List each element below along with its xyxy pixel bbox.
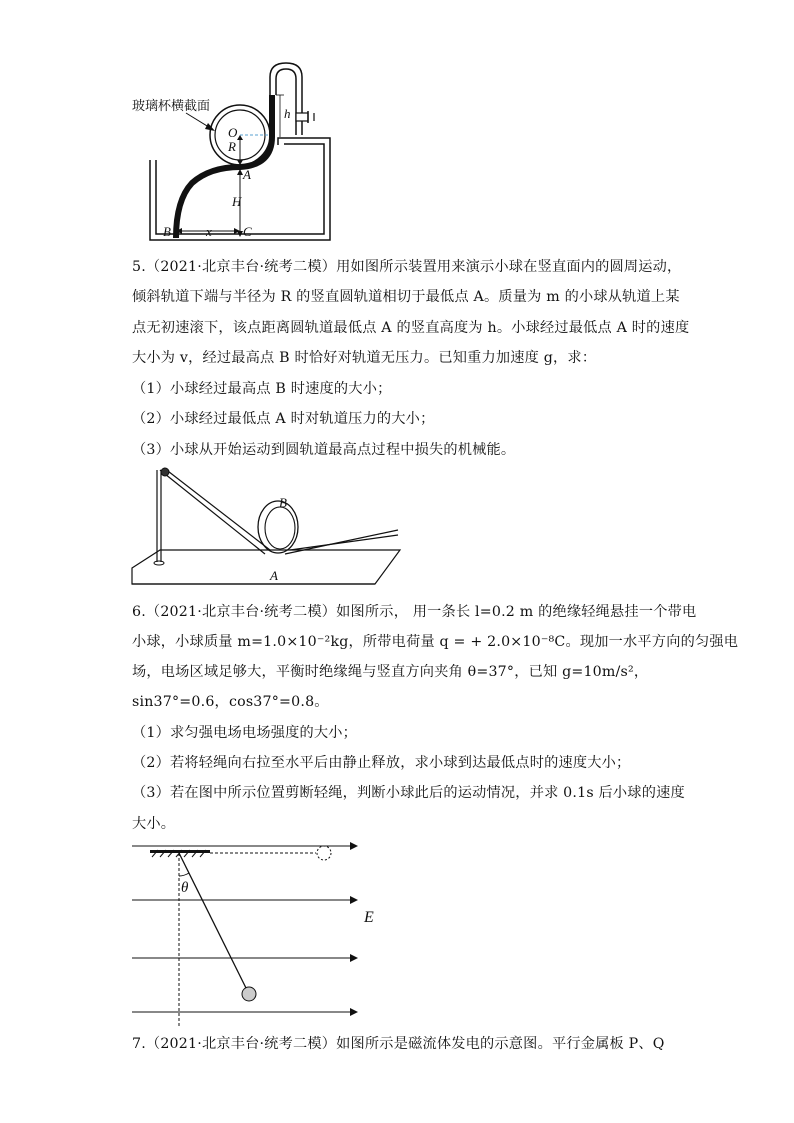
q6-line-2: 小球，小球质量 m=1.0×10⁻²kg，所带电荷量 q = + 2.0×10⁻⁸C。现加一水平方向的匀强电 [132, 634, 739, 650]
q5-line-4: 大小为 v，经过最高点 B 时恰好对轨道无压力。已知重力加速度 g，求： [132, 350, 597, 366]
label-H: H [232, 194, 242, 209]
loop-label-B: B [279, 495, 287, 510]
q6-line-3: 场，电场区域足够大，平衡时绝缘绳与竖直方向夹角 θ=37°，已知 g=10m/s²， [132, 664, 649, 680]
figure-pendulum-field [128, 838, 368, 1028]
loop-label-A: A [270, 568, 278, 583]
theta-label: θ [181, 880, 189, 896]
q6-sub-2: （2）若将轻绳向右拉至水平后由静止释放，求小球到达最低点时的速度大小； [132, 755, 631, 771]
field-E-label: E [364, 909, 374, 926]
q5-line-1: 5.（2021·北京丰台·统考二模）用如图所示装置用来演示小球在竖直面内的圆周运动， [132, 259, 682, 275]
q5-sub-1: （1）小球经过最高点 B 时速度的大小； [132, 381, 392, 397]
q6-line-4: sin37°=0.6，cos37°=0.8。 [132, 694, 329, 710]
q6-sub-3-cont: 大小。 [132, 816, 176, 832]
q5-sub-2: （2）小球经过最低点 A 时对轨道压力的大小； [132, 411, 435, 427]
q5-sub-3: （3）小球从开始运动到圆轨道最高点过程中损失的机械能。 [132, 442, 516, 458]
cup-cross-section-label: 玻璃杯横截面 [132, 99, 211, 114]
label-B: B [163, 224, 171, 239]
label-A: A [243, 167, 251, 182]
q5-line-2: 倾斜轨道下端与半径为 R 的竖直圆轨道相切于最低点 A。质量为 m 的小球从轨道上某 [132, 289, 680, 305]
label-R: R [228, 139, 236, 154]
q5-line-3: 点无初速滚下，该点距离圆轨道最低点 A 的竖直高度为 h。小球经过最低点 A 时的速度 [132, 320, 690, 336]
label-x: x [206, 224, 212, 239]
label-h: h [284, 106, 291, 121]
label-O: O [228, 125, 238, 140]
q6-sub-3: （3）若在图中所示位置剪断轻绳，判断小球此后的运动情况，并求 0.1s 后小球的速度 [132, 785, 685, 801]
label-C: C [243, 224, 252, 239]
q7-line-1: 7.（2021·北京丰台·统考二模）如图所示是磁流体发电的示意图。平行金属板 P、Q [132, 1036, 665, 1052]
q6-line-1: 6.（2021·北京丰台·统考二模）如图所示， 用一条长 l=0.2 m 的绝缘轻绳悬挂一个带电 [132, 604, 697, 620]
q6-sub-1: （1）求匀强电场电场强度的大小； [132, 725, 358, 741]
